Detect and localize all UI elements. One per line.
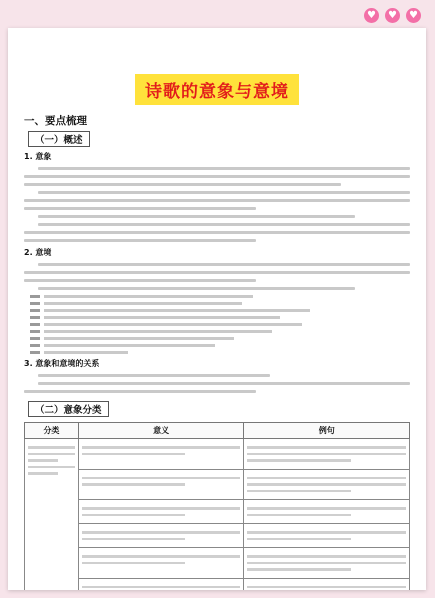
item-heading: 2. 意境 [24,248,52,257]
document-page [8,28,426,590]
paragraph-placeholder [24,167,410,242]
item-heading: 3. 意象和意境的关系 [24,359,100,368]
decoration-hearts [364,8,421,23]
section-heading: 一、要点梳理 [24,115,87,127]
table-header: 意义 [78,423,244,439]
list-placeholder [24,295,410,354]
table-row [25,469,410,500]
paragraph-placeholder [24,374,410,393]
table-header: 例句 [244,423,410,439]
table-row [25,524,410,548]
subsection-heading: （二）意象分类 [28,401,109,417]
imagery-table [24,422,410,590]
paragraph-placeholder [24,263,410,290]
table-header-row [25,423,410,439]
table-header: 分类 [25,423,79,439]
table-row [25,578,410,590]
heart-icon: ♥ [406,8,421,23]
table-row [25,548,410,579]
heart-icon: ♥ [385,8,400,23]
table-row [25,439,410,470]
heart-icon: ♥ [364,8,379,23]
table-row [25,500,410,524]
document-title: 诗歌的意象与意境 [135,74,299,105]
subsection-heading: （一）概述 [28,131,90,147]
item-heading: 1. 意象 [24,152,52,161]
